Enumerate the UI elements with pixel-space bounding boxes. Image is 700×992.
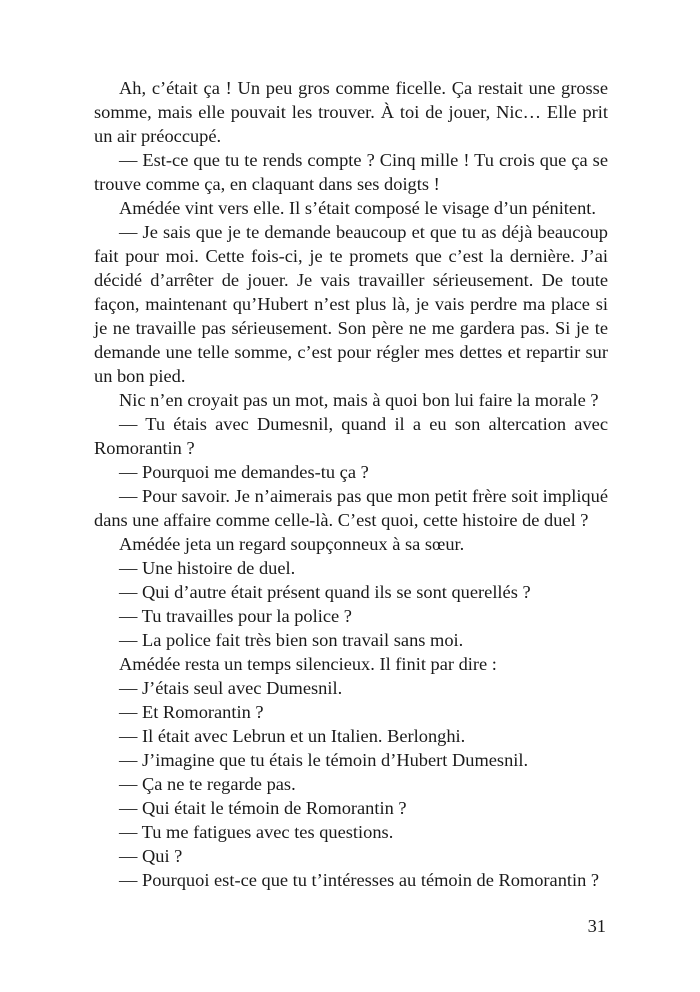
paragraph: Nic n’en croyait pas un mot, mais à quoi bon lui faire la morale ?	[119, 390, 599, 410]
paragraph: Amédée resta un temps silencieux. Il finit par dire :	[119, 654, 497, 674]
paragraph: — Une histoire de duel.	[119, 558, 296, 578]
paragraph: — Qui ?	[119, 846, 183, 866]
paragraph: — Qui était le témoin de Romorantin ?	[119, 798, 407, 818]
paragraph: — Ça ne te regarde pas.	[119, 774, 296, 794]
paragraph: — Tu travailles pour la police ?	[119, 606, 352, 626]
paragraph: Ah, c’était ça ! Un peu gros comme ficelle. Ça restait une grosse somme, mais elle pouvait les trouver. À toi de jouer, Nic… Elle prit un air préoccupé.	[94, 78, 608, 146]
paragraph: — Qui d’autre était présent quand ils se sont querellés ?	[119, 582, 531, 602]
paragraph: — Pourquoi me demandes-tu ça ?	[119, 462, 369, 482]
paragraph: — Tu me fatigues avec tes questions.	[119, 822, 394, 842]
paragraph: — Je sais que je te demande beaucoup et que tu as déjà beaucoup fait pour moi. Cette fois-ci, je te promets que c’est la dernière. J’ai décidé d’arrêter de jouer. Je vais travailler sérieusement. De toute façon, maintenant qu’Hubert n’est plus là, je vais perdre ma place si je ne travaille pas sérieusement. Son père ne me gardera pas. Si je te demande une telle somme, c’est pour régler mes dettes et repartir sur un bon pied.	[94, 222, 608, 386]
page-number: 31	[587, 916, 606, 936]
paragraph: — Et Romorantin ?	[119, 702, 264, 722]
paragraph: — Pour savoir. Je n’aimerais pas que mon petit frère soit impliqué dans une affaire comme celle-là. C’est quoi, cette histoire de duel ?	[94, 486, 608, 530]
paragraph: — La police fait très bien son travail sans moi.	[119, 630, 464, 650]
paragraph: Amédée vint vers elle. Il s’était composé le visage d’un pénitent.	[119, 198, 596, 218]
paragraph: — J’imagine que tu étais le témoin d’Hubert Dumesnil.	[119, 750, 529, 770]
paragraph: — Est-ce que tu te rends compte ? Cinq mille ! Tu crois que ça se trouve comme ça, en claquant dans ses doigts !	[94, 150, 608, 194]
paragraph: — J’étais seul avec Dumesnil.	[119, 678, 343, 698]
paragraph: — Tu étais avec Dumesnil, quand il a eu son altercation avec Romorantin ?	[94, 414, 608, 458]
paragraph: Amédée jeta un regard soupçonneux à sa sœur.	[119, 534, 465, 554]
paragraph: — Pourquoi est-ce que tu t’intéresses au témoin de Romorantin ?	[119, 870, 600, 890]
body-text	[94, 76, 608, 892]
paragraph: — Il était avec Lebrun et un Italien. Berlonghi.	[119, 726, 466, 746]
